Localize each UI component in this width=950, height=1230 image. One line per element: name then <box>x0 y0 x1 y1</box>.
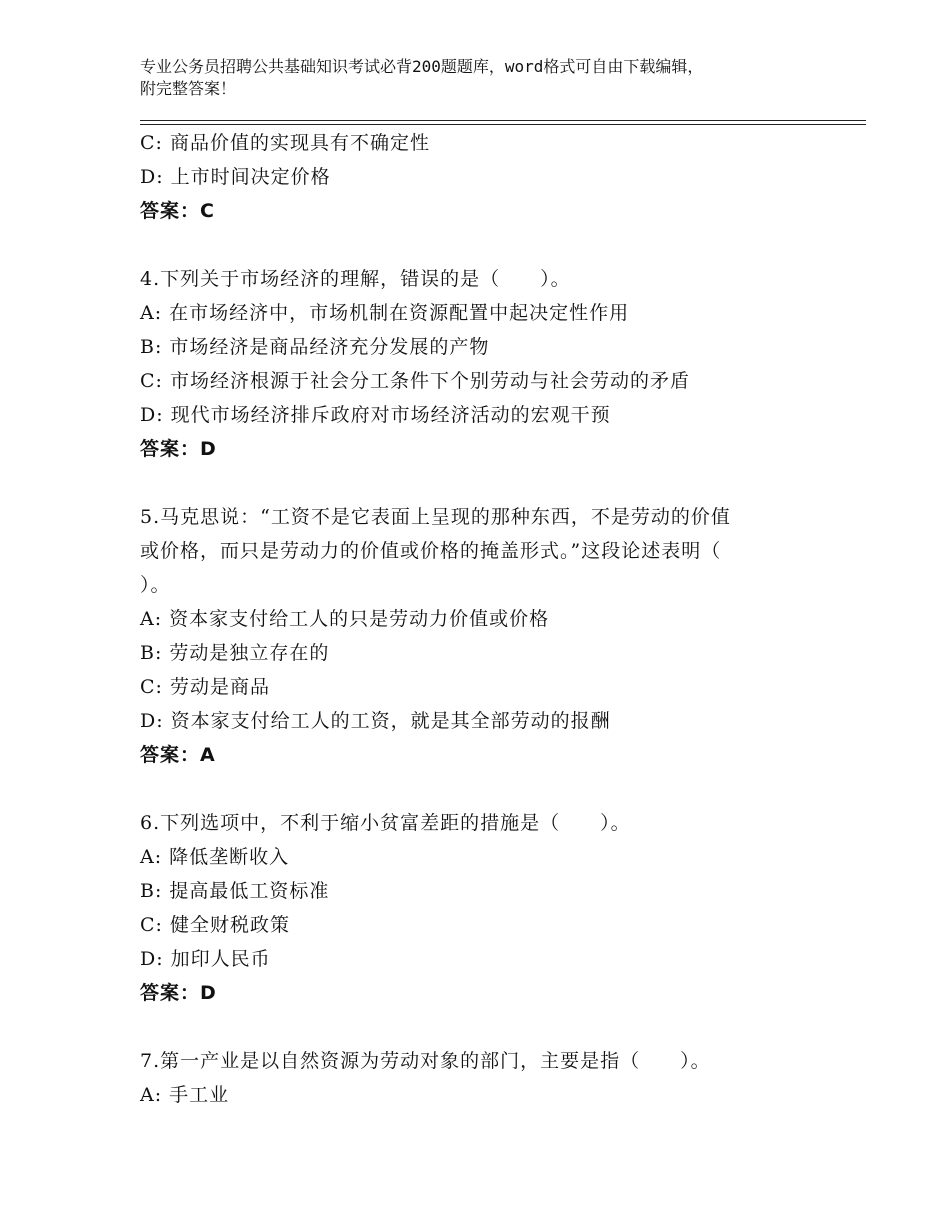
question-6 <box>140 806 820 1010</box>
spacer <box>140 772 820 806</box>
question-stem: 4.下列关于市场经济的理解，错误的是（ ）。 <box>140 268 571 290</box>
question-7 <box>140 1044 820 1112</box>
spacer <box>140 228 820 262</box>
option-c: C: 健全财税政策 <box>140 914 290 936</box>
spacer <box>140 466 820 500</box>
question-stem: 6.下列选项中，不利于缩小贫富差距的措施是（ ）。 <box>140 812 631 834</box>
answer: 答案：D <box>140 982 217 1004</box>
question-stem: 7.第一产业是以自然资源为劳动对象的部门，主要是指（ ）。 <box>140 1050 711 1072</box>
option-b: B: 市场经济是商品经济充分发展的产物 <box>140 336 490 358</box>
option-a: A: 降低垄断收入 <box>140 846 290 868</box>
answer: 答案：A <box>140 744 216 766</box>
question-stem-line-1: 5.马克思说：“工资不是它表面上呈现的那种东西，不是劳动的价值 <box>140 506 731 528</box>
header-line-1: 专业公务员招聘公共基础知识考试必背200题题库，word格式可自由下载编辑， <box>140 57 704 76</box>
option-b: B: 劳动是独立存在的 <box>140 642 330 664</box>
option-d: D: 上市时间决定价格 <box>140 166 331 188</box>
question-3-tail <box>140 126 820 228</box>
option-d: D: 资本家支付给工人的工资，就是其全部劳动的报酬 <box>140 710 611 732</box>
question-stem-line-3: ）。 <box>140 574 171 596</box>
option-c: C: 商品价值的实现具有不确定性 <box>140 132 430 154</box>
question-stem-line-2: 或价格，而只是劳动力的价值或价格的掩盖形式。”这段论述表明（ <box>140 540 722 562</box>
question-5 <box>140 500 820 772</box>
option-b: B: 提高最低工资标准 <box>140 880 330 902</box>
header-rule-top <box>140 120 866 121</box>
option-a: A: 手工业 <box>140 1084 230 1106</box>
option-c: C: 劳动是商品 <box>140 676 270 698</box>
question-4 <box>140 262 820 466</box>
option-a: A: 资本家支付给工人的只是劳动力价值或价格 <box>140 608 550 630</box>
question-list <box>140 126 820 1112</box>
option-c: C: 市场经济根源于社会分工条件下个别劳动与社会劳动的矛盾 <box>140 370 690 392</box>
document-header <box>140 56 820 100</box>
header-line-2: 附完整答案！ <box>140 79 237 98</box>
option-d: D: 加印人民币 <box>140 948 271 970</box>
option-d: D: 现代市场经济排斥政府对市场经济活动的宏观干预 <box>140 404 611 426</box>
option-a: A: 在市场经济中，市场机制在资源配置中起决定性作用 <box>140 302 630 324</box>
spacer <box>140 1010 820 1044</box>
answer: 答案：C <box>140 200 215 222</box>
answer: 答案：D <box>140 438 217 460</box>
header-rule-bottom <box>140 124 866 125</box>
